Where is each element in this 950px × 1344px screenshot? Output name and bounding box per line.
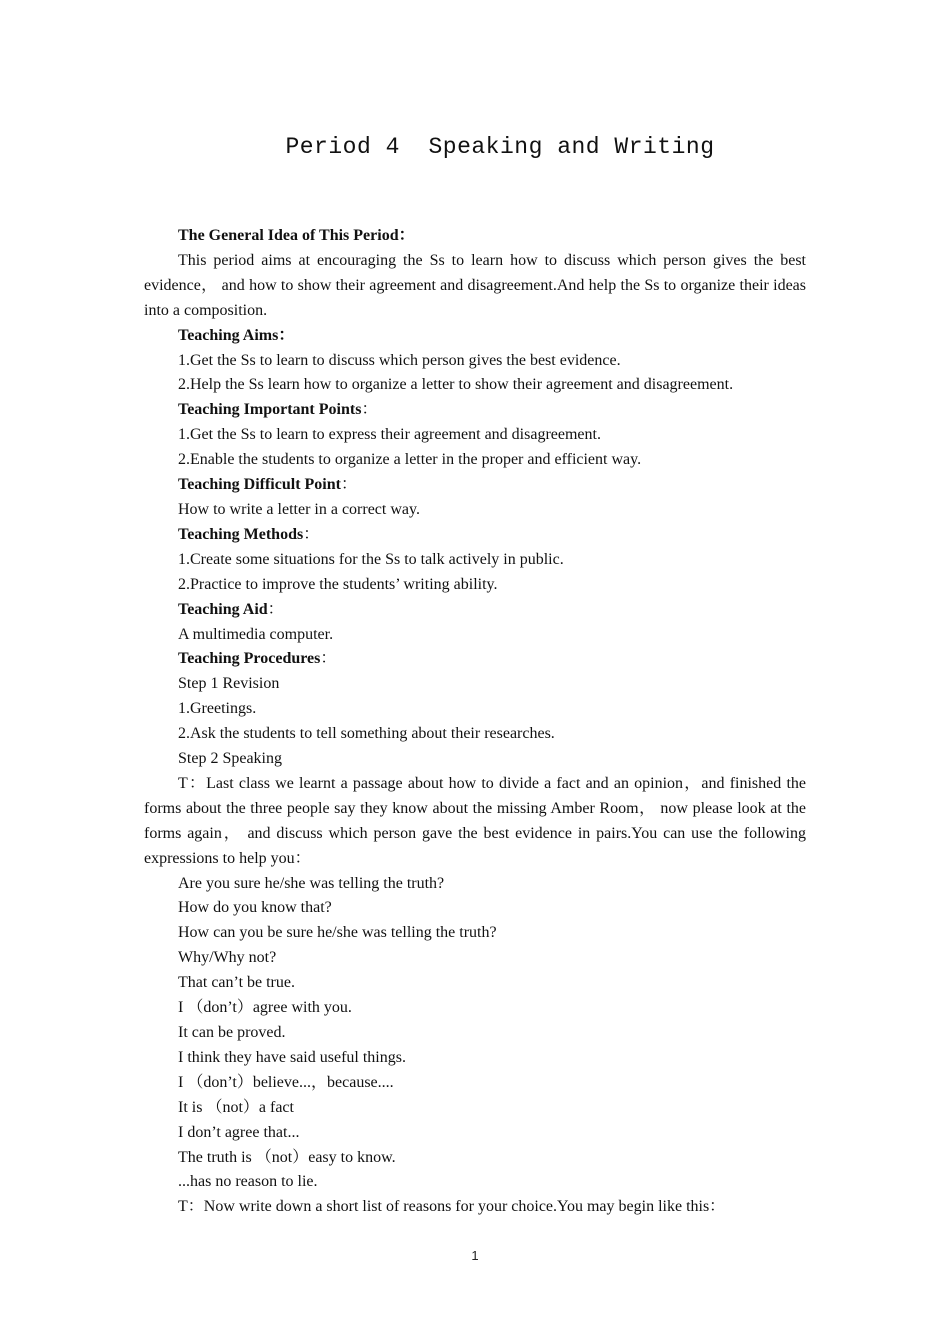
- difficult-point-heading: Teaching Difficult Point: [178, 476, 341, 494]
- procedures-heading-line: [144, 647, 806, 672]
- important-point-item: 1.Get the Ss to learn to express their agreement and disagreement.: [178, 426, 601, 444]
- aid-heading: Teaching Aid: [178, 600, 268, 618]
- expression-item: The truth is （not）easy to know.: [178, 1148, 396, 1166]
- general-idea-text: This period aims at encouraging the Ss to learn how to discuss which person gives the best evidence， and how to show their agreement and disagreement.And help the Ss to organize their ideas into a composition.: [144, 251, 806, 319]
- methods-heading-line: [144, 523, 806, 548]
- step-1-heading: Step 1 Revision: [178, 675, 280, 693]
- aid-heading-line: [144, 598, 806, 623]
- heading-colon: ：: [303, 525, 320, 543]
- important-points-heading-line: [144, 398, 806, 423]
- document-body: [144, 224, 806, 1220]
- procedures-heading: Teaching Procedures: [178, 650, 321, 668]
- expression-item: That can’t be true.: [178, 974, 295, 992]
- expression-item: I think they have said useful things.: [178, 1048, 406, 1066]
- expression-item: How can you be sure he/she was telling the truth?: [178, 924, 497, 942]
- heading-colon: ：: [267, 600, 284, 618]
- important-points-heading: Teaching Important Points: [178, 401, 362, 419]
- important-point-item: 2.Enable the students to organize a letter in the proper and efficient way.: [178, 451, 642, 469]
- expression-item: How do you know that?: [178, 899, 332, 917]
- page-number: 1: [471, 1248, 479, 1263]
- method-item: 1.Create some situations for the Ss to talk actively in public.: [178, 550, 564, 568]
- expression-item: Why/Why not?: [178, 949, 277, 967]
- expression-item: I （don’t）agree with you.: [178, 999, 352, 1017]
- difficult-point-heading-line: [144, 473, 806, 498]
- step-1-item: 2.Ask the students to tell something about their researches.: [178, 725, 555, 743]
- expression-item: I （don’t）believe...，because....: [178, 1073, 394, 1091]
- expression-item: It is （not）a fact: [178, 1098, 294, 1116]
- heading-colon: ：: [320, 650, 337, 668]
- expression-item: Are you sure he/she was telling the truth?: [178, 874, 445, 892]
- step-2-heading: Step 2 Speaking: [178, 750, 282, 768]
- heading-colon: ：: [340, 476, 357, 494]
- step-1-item: 1.Greetings.: [178, 700, 257, 718]
- expression-item: It can be proved.: [178, 1024, 286, 1041]
- teaching-aim-item: 2.Help the Ss learn how to organize a letter to show their agreement and disagreement.: [178, 376, 734, 394]
- teaching-aim-item: 1.Get the Ss to learn to discuss which person gives the best evidence.: [178, 351, 621, 369]
- methods-heading: Teaching Methods: [178, 525, 304, 543]
- method-item: 2.Practice to improve the students’ writing ability.: [178, 575, 498, 593]
- page-title: Period 4 Speaking and Writing: [285, 134, 715, 160]
- closing-instruction: T：Now write down a short list of reasons for your choice.You may begin like this：: [178, 1198, 726, 1216]
- heading-colon: ：: [361, 401, 378, 419]
- difficult-point-text: How to write a letter in a correct way.: [178, 500, 420, 518]
- expression-item: I don’t agree that...: [178, 1123, 300, 1141]
- aid-text: A multimedia computer.: [178, 625, 334, 643]
- step-2-intro: T：Last class we learnt a passage about how to divide a fact and an opinion，and finished the forms about the three people say they know about the missing Amber Room， now please look at the forms again， and discuss which person gave the best evidence in pairs.You can use the following expressions to help you：: [144, 774, 806, 867]
- teaching-aims-heading: Teaching Aims：: [178, 326, 295, 344]
- expression-item: ...has no reason to lie.: [178, 1173, 318, 1191]
- general-idea-heading: The General Idea of This Period：: [178, 227, 415, 244]
